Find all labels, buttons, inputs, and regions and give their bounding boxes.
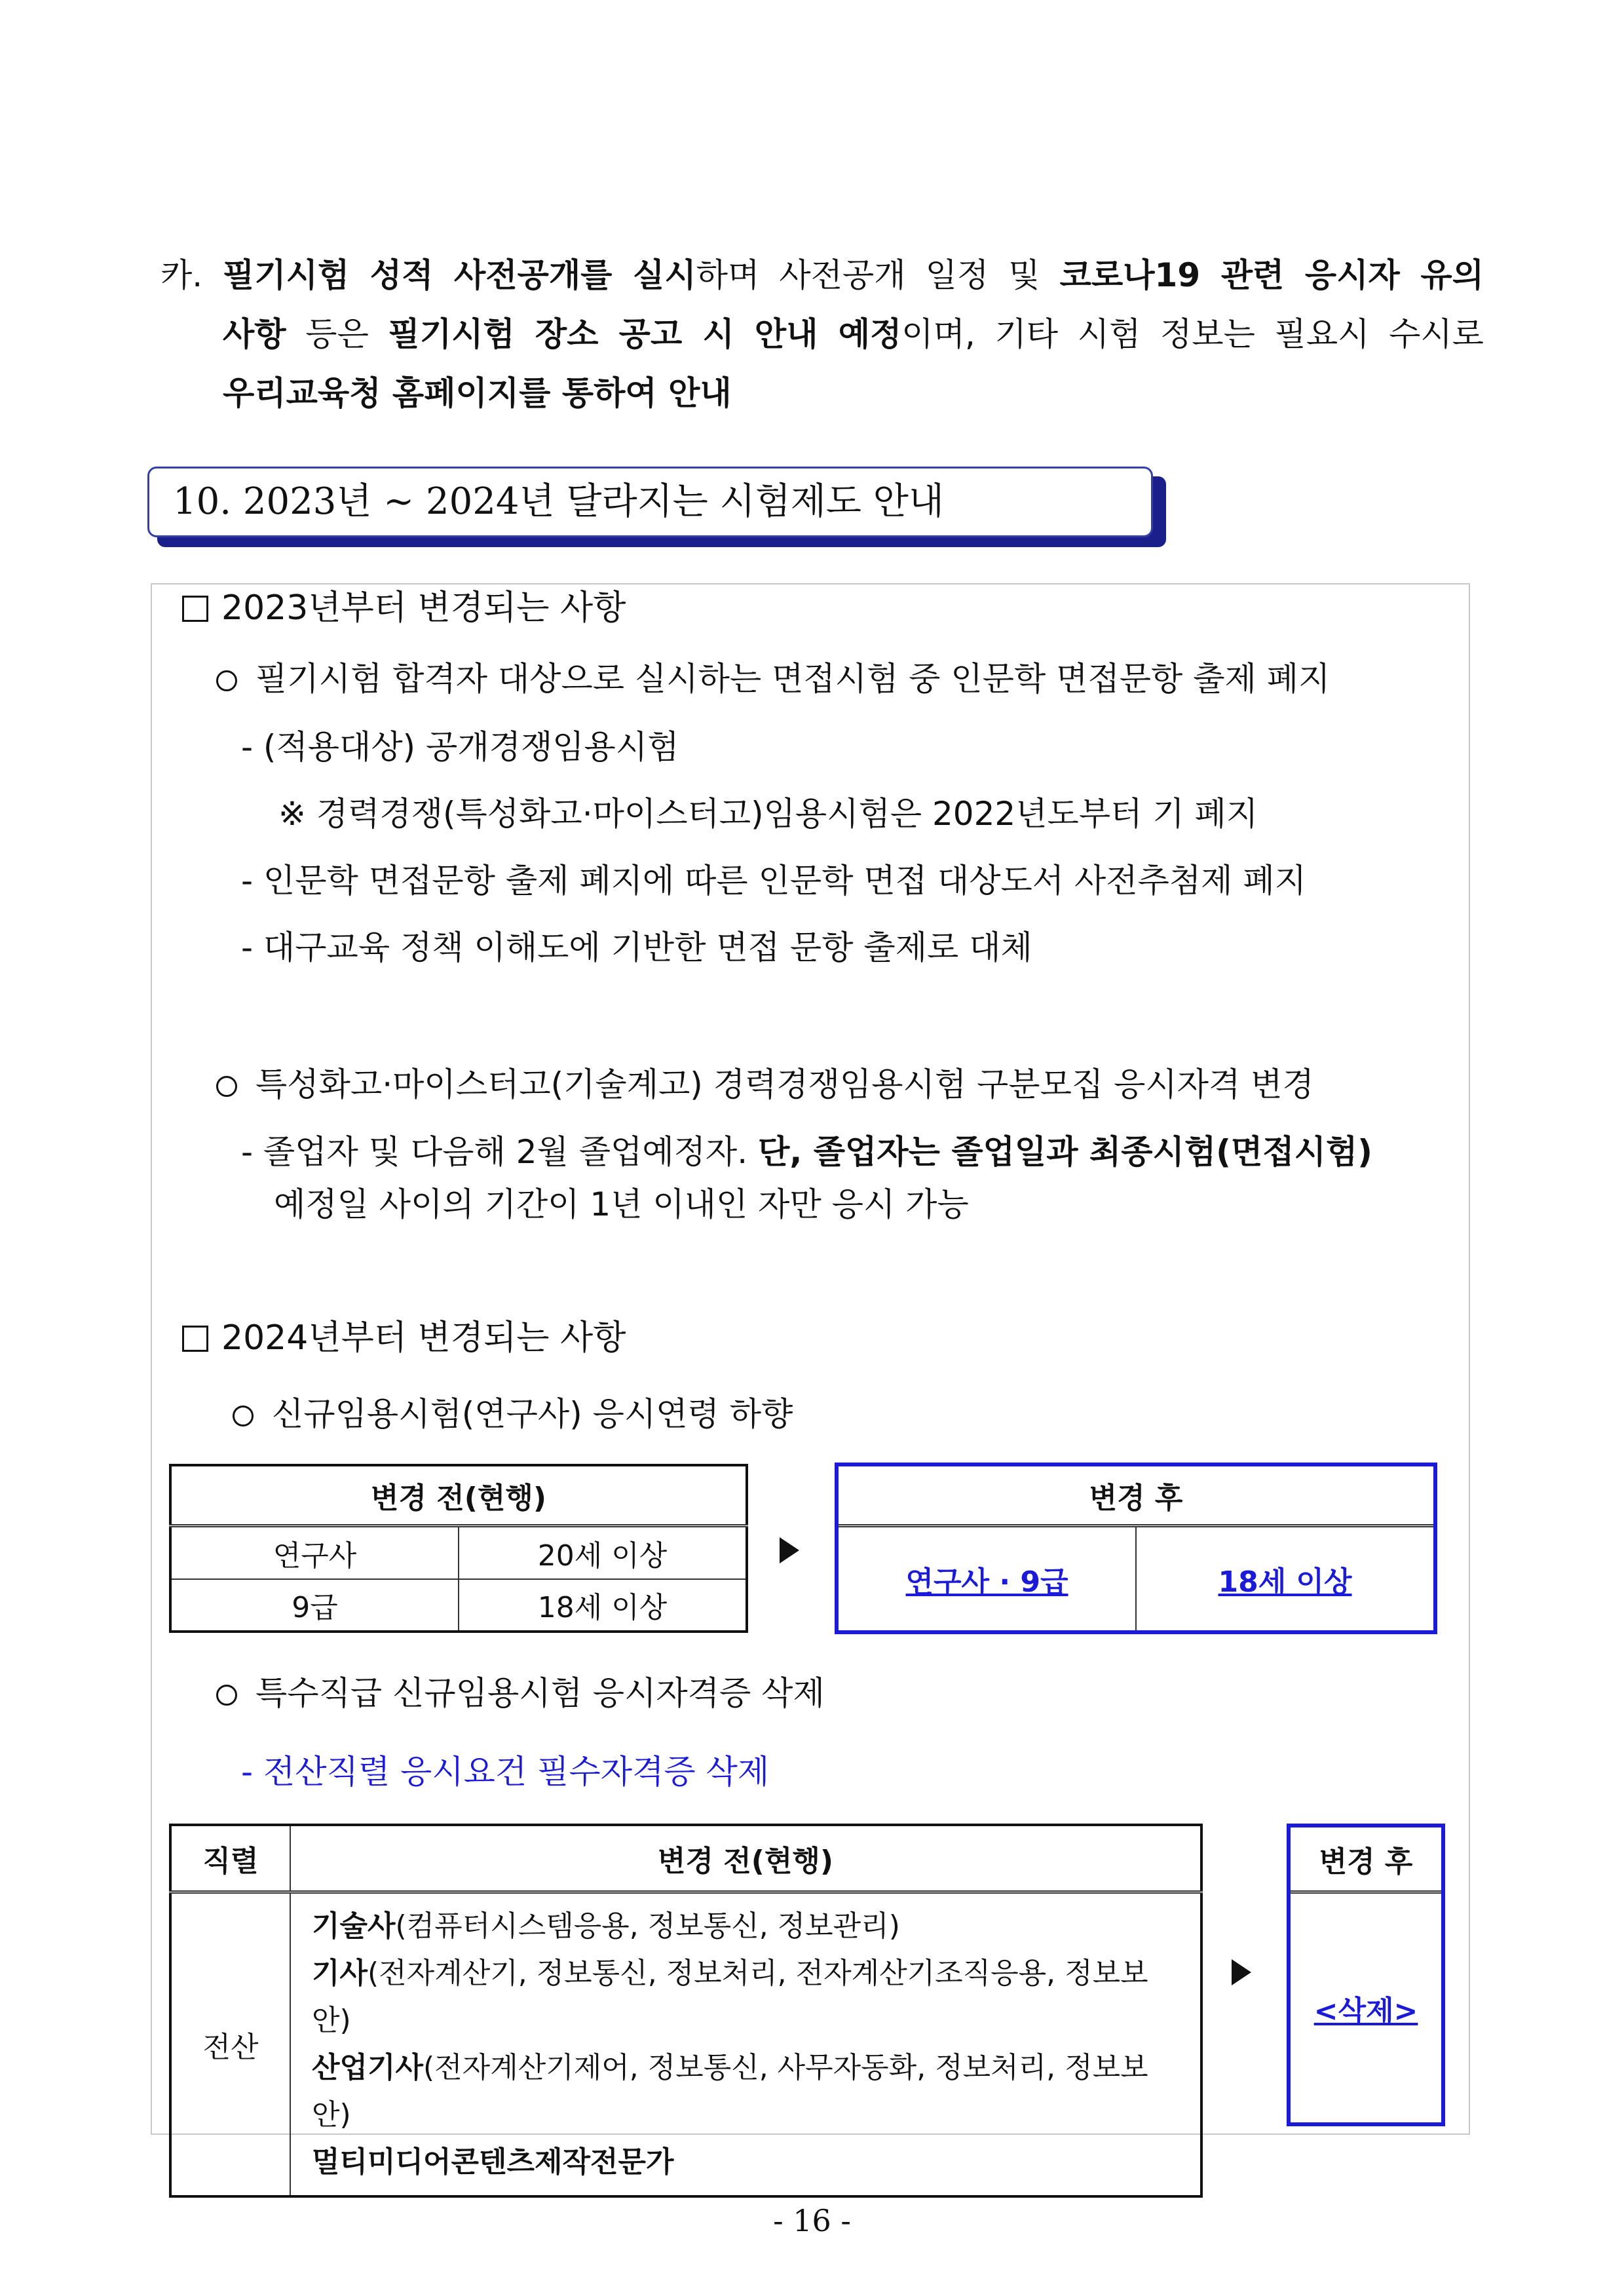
checkbox-square-icon [182,596,208,622]
intro-line-2 [223,315,1484,354]
table-cell-age: 20세 이상 [459,1526,747,1579]
col-job-header: 직렬 [170,1825,290,1892]
job-cell: 전산 [170,1892,290,2197]
circle-bullet-icon [233,1406,254,1426]
cert-after-table [1287,1824,1445,2126]
qual-3-name: 산업기사 [312,2051,424,2084]
heading-2024-text: 2024년부터 변경되는 사항 [221,1318,626,1358]
col-after-header: 변경 후 [1289,1826,1443,1892]
item-2023-2-title [216,1065,1314,1104]
after-age-cell: 18세 이상 [1136,1526,1435,1633]
section-title: 10. 2023년 ~ 2024년 달라지는 시험제도 안내 [173,480,944,523]
heading-2023-text: 2023년부터 변경되는 사항 [221,588,626,628]
item-2023-2-detail-bold: 단, 졸업자는 졸업일과 최종시험(면접시험) [758,1133,1373,1171]
table-cell-age: 18세 이상 [459,1579,747,1632]
after-grade-cell: 연구사 · 9급 [837,1526,1136,1633]
table-row [1289,1892,1443,2125]
item-2023-1-detail-1: - (적용대상) 공개경쟁임용시험 [241,728,679,766]
qualifications-cell [290,1892,1201,2197]
item-2024-1-title-text: 신규임용시험(연구사) 응시연령 하향 [272,1395,793,1433]
item-2023-2-detail-1 [241,1132,1372,1172]
table-row [170,1892,1201,2197]
intro-line-1 [223,256,1484,295]
qual-line-2 [312,1950,1179,2044]
item-2023-1-detail-2: - 인문학 면접문항 출제 폐지에 따른 인문학 면접 대상도서 사전추첨제 폐지 [241,862,1306,900]
qual-line-4 [312,2139,1179,2186]
intro-l1-bold2: 코로나19 관련 응시자 유의 [1059,256,1484,294]
table-header-row [170,1465,747,1526]
checkbox-square-icon [182,1326,208,1352]
age-after-table [835,1463,1437,1634]
item-2023-2-detail-text: - 졸업자 및 다음해 2월 졸업예정자. [241,1133,759,1171]
table-header-row [837,1464,1435,1526]
item-2023-1-title [216,659,1330,698]
qual-line-1 [312,1903,1179,1950]
table-cell-grade: 연구사 [170,1526,459,1579]
col-before-header: 변경 전(현행) [290,1825,1201,1892]
age-before-table [169,1464,748,1633]
heading-2023 [182,588,626,628]
intro-l2-bold2: 필기시험 장소 공고 시 안내 예정 [388,315,902,353]
intro-prefix: 카. [161,256,203,294]
cert-before-table [169,1824,1203,2198]
section-title-box [147,467,1153,537]
item-2023-1-title-text: 필기시험 합격자 대상으로 실시하는 면접시험 중 인문학 면접문항 출제 폐지 [255,660,1331,698]
table-row [170,1526,747,1579]
intro-l2-text: 등은 [286,315,388,353]
item-2024-2-sub: - 전산직렬 응시요건 필수자격증 삭제 [241,1753,770,1791]
page-number: - 16 - [773,2203,851,2238]
qual-line-3 [312,2044,1179,2139]
intro-paragraph [223,256,1484,413]
item-2023-2-title-text: 특성화고·마이스터고(기술계고) 경력경쟁임용시험 구분모집 응시자격 변경 [255,1065,1314,1103]
qual-2-fields: (전자계산기, 정보통신, 정보처리, 전자계산기조직응용, 정보보안) [312,1957,1148,2037]
age-after-header: 변경 후 [837,1464,1435,1526]
age-before-header: 변경 전(현행) [170,1465,747,1526]
intro-l2-text2: 이며, 기타 시험 정보는 필요시 수시로 [901,315,1484,353]
qual-1-fields: (컴퓨터시스템응용, 정보통신, 정보관리) [395,1909,900,1943]
table-cell-grade: 9급 [170,1579,459,1632]
circle-bullet-icon [216,1076,237,1097]
item-2024-1-title [233,1394,793,1434]
circle-bullet-icon [216,670,237,691]
intro-l1-text: 하며 사전공개 일정 및 [696,256,1060,294]
arrow-right-icon [1232,1959,1251,1985]
table-header-row [170,1825,1201,1892]
item-2023-1-note: ※ 경력경쟁(특성화고·마이스터고)임용시험은 2022년도부터 기 폐지 [278,795,1258,833]
qual-2-name: 기사 [312,1957,368,1990]
item-2023-2-detail-2: 예정일 사이의 기간이 1년 이내인 자만 응시 가능 [274,1185,969,1223]
heading-2024 [182,1318,626,1358]
table-row [837,1526,1435,1633]
table-row [170,1579,747,1632]
circle-bullet-icon [216,1685,237,1706]
item-2024-2-title [216,1674,825,1713]
item-2024-2-title-text: 특수직급 신규임용시험 응시자격증 삭제 [255,1674,825,1712]
qual-1-name: 기술사 [312,1909,396,1943]
intro-l1-bold: 필기시험 성적 사전공개를 실시 [223,256,696,294]
item-2023-1-detail-3: - 대구교육 정책 이해도에 기반한 면접 문항 출제로 대체 [241,928,1032,966]
table-header-row [1289,1826,1443,1892]
arrow-right-icon [780,1537,799,1563]
intro-l2-bold: 사항 [223,315,286,353]
after-deleted-cell: <삭제> [1313,1994,1418,2028]
intro-line-3: 우리교육청 홈페이지를 통하여 안내 [223,374,732,412]
qual-3-fields: (전자계산기제어, 정보통신, 사무자동화, 정보처리, 정보보안) [312,2051,1148,2132]
qual-4-name: 멀티미디어콘텐츠제작전문가 [312,2145,674,2179]
